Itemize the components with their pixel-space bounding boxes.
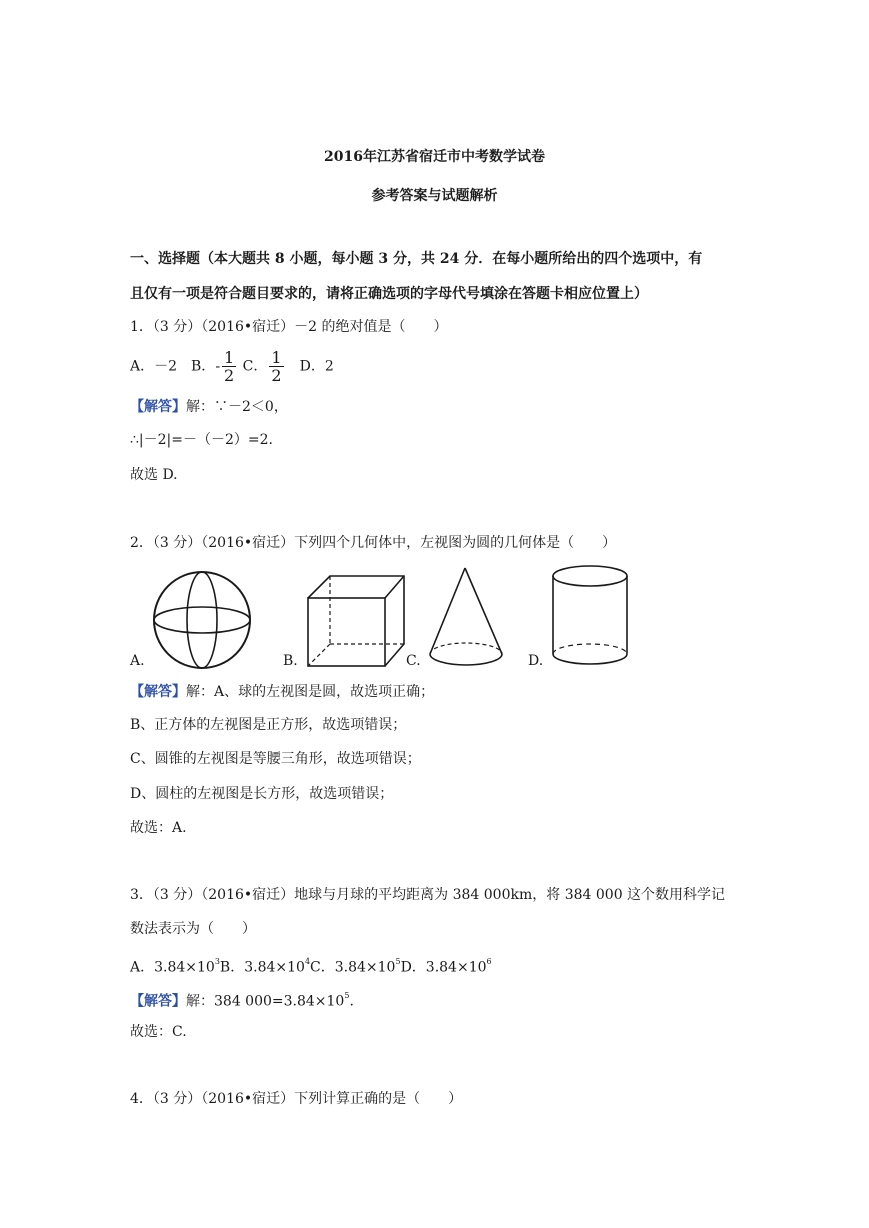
q3-answer-line-2: 故选：C. <box>130 1024 187 1040</box>
q3-answer-exponent: 5 <box>344 991 350 1000</box>
q3-option-b-exponent: 4 <box>304 957 311 966</box>
q2-answer-text: 解：A、球的左视图是圆，故选项正确； <box>186 684 435 700</box>
q3-answer-tag: 【解答】 <box>130 993 186 1010</box>
q1-question: 1．（3 分）（2016•宿迁）－2 的绝对值是（ ） <box>130 319 448 335</box>
q2-answer-tag: 【解答】 <box>130 684 186 700</box>
q2-label-a: A. <box>130 653 145 669</box>
q3-question-line-1: 3．（3 分）（2016•宿迁）地球与月球的平均距离为 384 000km，将 384 000 这个数用科学记 <box>130 887 726 903</box>
q2-question: 2．（3 分）（2016•宿迁）下列四个几何体中，左视图为圆的几何体是（ ） <box>130 535 617 551</box>
q2-label-c: C. <box>406 653 421 669</box>
q1-options <box>130 349 334 389</box>
q1-option-d: D．2 <box>285 358 334 375</box>
q2-answer-line-4: D、圆柱的左视图是长方形，故选项错误； <box>130 786 394 802</box>
q3-answer-line-1 <box>130 989 354 1011</box>
q2-label-d: D. <box>528 653 544 669</box>
cylinder-figure <box>548 564 632 670</box>
q2-answer-line-5: 故选：A. <box>130 820 187 836</box>
q1-answer-line-2: ∴|－2|=－（－2）=2. <box>130 432 273 448</box>
q2-label-b: B. <box>283 653 298 669</box>
cube-figure <box>300 572 410 670</box>
page-title: 2016年江苏省宿迁市中考数学试卷 <box>324 149 545 165</box>
q1-option-b-numerator: 1 <box>224 348 235 367</box>
q3-option-a-exponent: 3 <box>214 957 220 966</box>
q2-answer-line-3: C、圆锥的左视图是等腰三角形，故选项错误； <box>130 751 421 767</box>
q1-option-b-denominator: 2 <box>224 366 235 385</box>
q4-question: 4．（3 分）（2016•宿迁）下列计算正确的是（ ） <box>130 1091 463 1107</box>
q3-option-a: A．3.84×10 <box>130 959 215 976</box>
q2-answer-line-1 <box>130 683 434 701</box>
q1-answer-line-3: 故选 D. <box>130 467 178 483</box>
q3-option-b: B．3.84×10 <box>219 959 305 976</box>
section-heading-line-2: 且仅有一项是符合题目要求的，请将正确选项的字母代号填涂在答题卡相应位置上） <box>130 286 648 302</box>
q1-option-c-denominator: 2 <box>271 366 282 385</box>
q3-answer-period: . <box>349 993 354 1010</box>
q1-answer-line-1 <box>130 398 288 416</box>
q1-option-c-numerator: 1 <box>271 348 282 367</box>
q1-answer-tag: 【解答】 <box>130 399 186 415</box>
q3-answer-text: 解：384 000=3.84×10 <box>186 993 345 1010</box>
q3-option-c: C．3.84×10 <box>310 959 396 976</box>
q1-answer-text: 解：∵－2＜0， <box>186 399 288 415</box>
q1-option-c-fraction <box>269 349 283 384</box>
q1-option-c-label: C． <box>238 358 268 375</box>
q1-option-b-sign: - <box>215 358 221 375</box>
q2-answer-line-2: B、正方体的左视图是正方形，故选项错误； <box>130 717 407 733</box>
q3-question-line-2: 数法表示为（ ） <box>130 921 256 937</box>
section-heading-line-1: 一、选择题（本大题共 8 小题，每小题 3 分，共 24 分．在每小题所给出的四个选项中，有 <box>130 251 703 267</box>
q3-options <box>130 955 492 977</box>
q1-option-b-fraction <box>222 349 236 384</box>
q3-option-c-exponent: 5 <box>395 957 401 966</box>
sphere-figure <box>150 570 255 670</box>
cone-figure <box>425 566 507 670</box>
q1-option-a-b: A．－2 B． <box>130 358 216 375</box>
q3-option-d-exponent: 6 <box>486 957 492 966</box>
q3-option-d: D．3.84×10 <box>400 959 487 976</box>
page-subtitle: 参考答案与试题解析 <box>371 188 498 204</box>
